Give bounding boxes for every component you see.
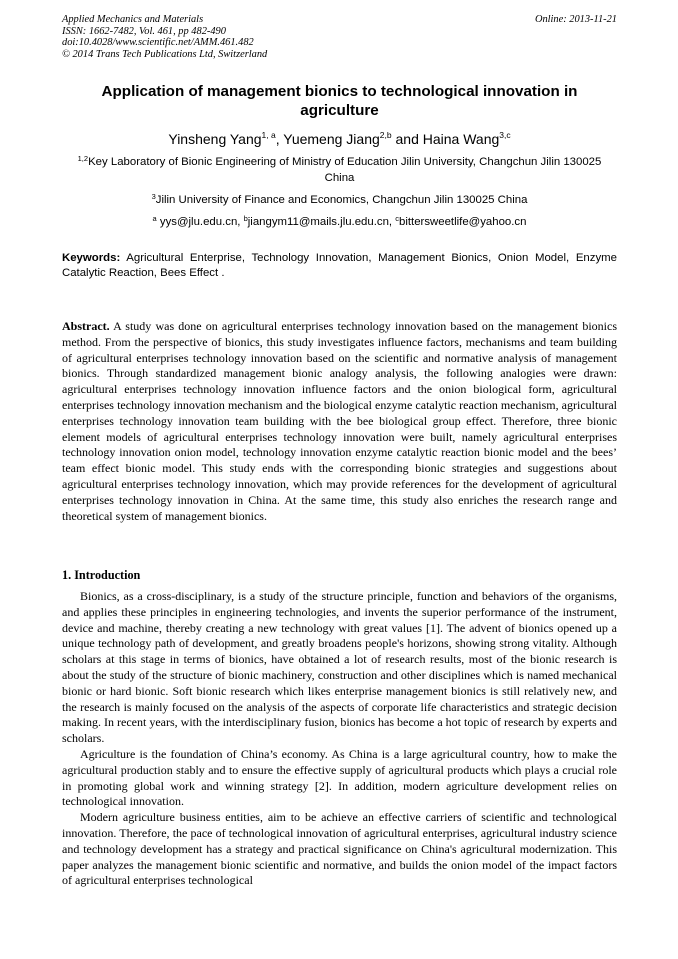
paragraph: Bionics, as a cross-disciplinary, is a study of the structure principle, function and behaviors of the organisms, and applies these principles in engineering technologies, and invents the superior performance of the instrument, device and machine, thereby creating a new technology with great values [1]. The advent of bionics opened up a unique technology path of development, and greatly broadens people's horizons, showing strong vitality. Although scholars at this stage in terms of bionics, have obtained a lot of research results, most of the bionic research is about the study of the structure of bionic machinery, construction and other disciplines which is named mechanical bionic or hard bionic. Soft bionic research which likes enterprise management bionics is still relatively new, and the research is mainly focused on the analysis of the aspects of corporate life characteristics and strategic decision making. In recent years, with the interdisciplinary fusion, bionics has become a hot topic of research by experts and scholars. bbox=[62, 589, 617, 746]
abstract-text: A study was done on agricultural enterprises technology innovation based on the management bionics method. From the perspective of bionics, this study investigates influence factors, mechanisms and team building of agricultural enterprises technology innovation based on the scientific and normative analysis of management bionics. Through standardized management bionic analogy analysis, the following analogies were drawn: agricultural enterprises technology innovation influence factors and the onion biological form, agricultural enterprises technology innovation mechanism and the biological enzyme catalytic reaction mechanism, agricultural enterprises technology innovation team building with the bee biological group effect. Therefore, three bionic element models of agricultural enterprises technology innovation were built, namely agricultural enterprises technology innovation onion model, technology innovation enzyme catalytic reaction bionic model and the bees’ team effect bionic model. This study ends with the corresponding bionic strategies and suggestions about agricultural enterprises technology innovation, which may provide references for the development of agricultural enterprises technology innovation in China. At the same time, this study also enriches the research range and theoretical system of management bionics. bbox=[62, 319, 617, 523]
paper-title: Application of management bionics to technological innovation in agriculture bbox=[101, 83, 578, 119]
author-name: Yuemeng Jiang bbox=[283, 131, 380, 147]
email-superscript: a bbox=[152, 214, 157, 223]
email-superscript: b bbox=[243, 214, 248, 223]
affiliation-text: Jilin University of Finance and Economics, Changchun Jilin 130025 China bbox=[155, 194, 528, 206]
affiliation-2 bbox=[62, 193, 617, 209]
affiliation-text: Key Laboratory of Bionic Engineering of Ministry of Education Jilin University, Changchun Jilin 130025 China bbox=[88, 156, 602, 184]
keywords-text: Agricultural Enterprise, Technology Innovation, Management Bionics, Onion Model, Enzyme Catalytic Reaction, Bees Effect . bbox=[62, 252, 617, 280]
affiliation-superscript: 3 bbox=[151, 192, 156, 201]
journal-issn: ISSN: 1662-7482, Vol. 461, pp 482-490 bbox=[62, 25, 226, 37]
abstract-label: Abstract. bbox=[62, 319, 110, 333]
email-address[interactable]: bittersweetlife@yahoo.cn bbox=[399, 216, 527, 228]
email-superscript: c bbox=[395, 214, 400, 223]
keywords bbox=[62, 251, 617, 282]
author-superscript: 1, a bbox=[261, 130, 276, 140]
section-heading: 1. Introduction bbox=[62, 568, 141, 582]
journal-header bbox=[62, 14, 617, 60]
email-address[interactable]: jiangym11@mails.jlu.edu.cn, bbox=[247, 216, 396, 228]
abstract bbox=[62, 319, 617, 524]
journal-name: Applied Mechanics and Materials bbox=[62, 14, 204, 25]
journal-doi: doi:10.4028/www.scientific.net/AMM.461.482 bbox=[62, 37, 254, 49]
affiliation-superscript: 1,2 bbox=[77, 154, 89, 163]
paragraph: Agriculture is the foundation of China’s economy. As China is a large agricultural country, how to make the agricultural production stably and to ensure the effective supply of agricultural products which plays a crucial role in promoting global work and winning strategy [2]. In addition, modern agriculture development relies on technological innovation. bbox=[62, 746, 617, 809]
affiliation-1 bbox=[62, 155, 617, 186]
author-and: and bbox=[391, 131, 423, 147]
author-list bbox=[62, 130, 617, 148]
author-superscript: 2,b bbox=[379, 130, 392, 140]
keywords-label: Keywords: bbox=[62, 252, 121, 264]
author-superscript: 3,c bbox=[499, 130, 511, 140]
author-separator: , bbox=[275, 131, 284, 147]
introduction-body bbox=[62, 589, 617, 889]
email-address[interactable]: yys@jlu.edu.cn, bbox=[156, 216, 244, 228]
author-name: Haina Wang bbox=[422, 131, 500, 147]
email-list bbox=[62, 215, 617, 231]
paragraph: Modern agriculture business entities, aim to be achieve an effective carriers of scientific and technological innovation. Therefore, the pace of technological innovation of agricultural enterprises, agricultural industry science and technology development has a strategy and practical significance on China's agricultural modernization. This paper analyzes the management bionic scientific and normative, and builds the onion model of the impact factors of agricultural enterprises technological bbox=[62, 810, 617, 888]
online-date: Online: 2013-11-21 bbox=[534, 14, 617, 25]
author-name: Yinsheng Yang bbox=[168, 131, 262, 147]
journal-copyright: © 2014 Trans Tech Publications Ltd, Switzerland bbox=[62, 48, 268, 60]
